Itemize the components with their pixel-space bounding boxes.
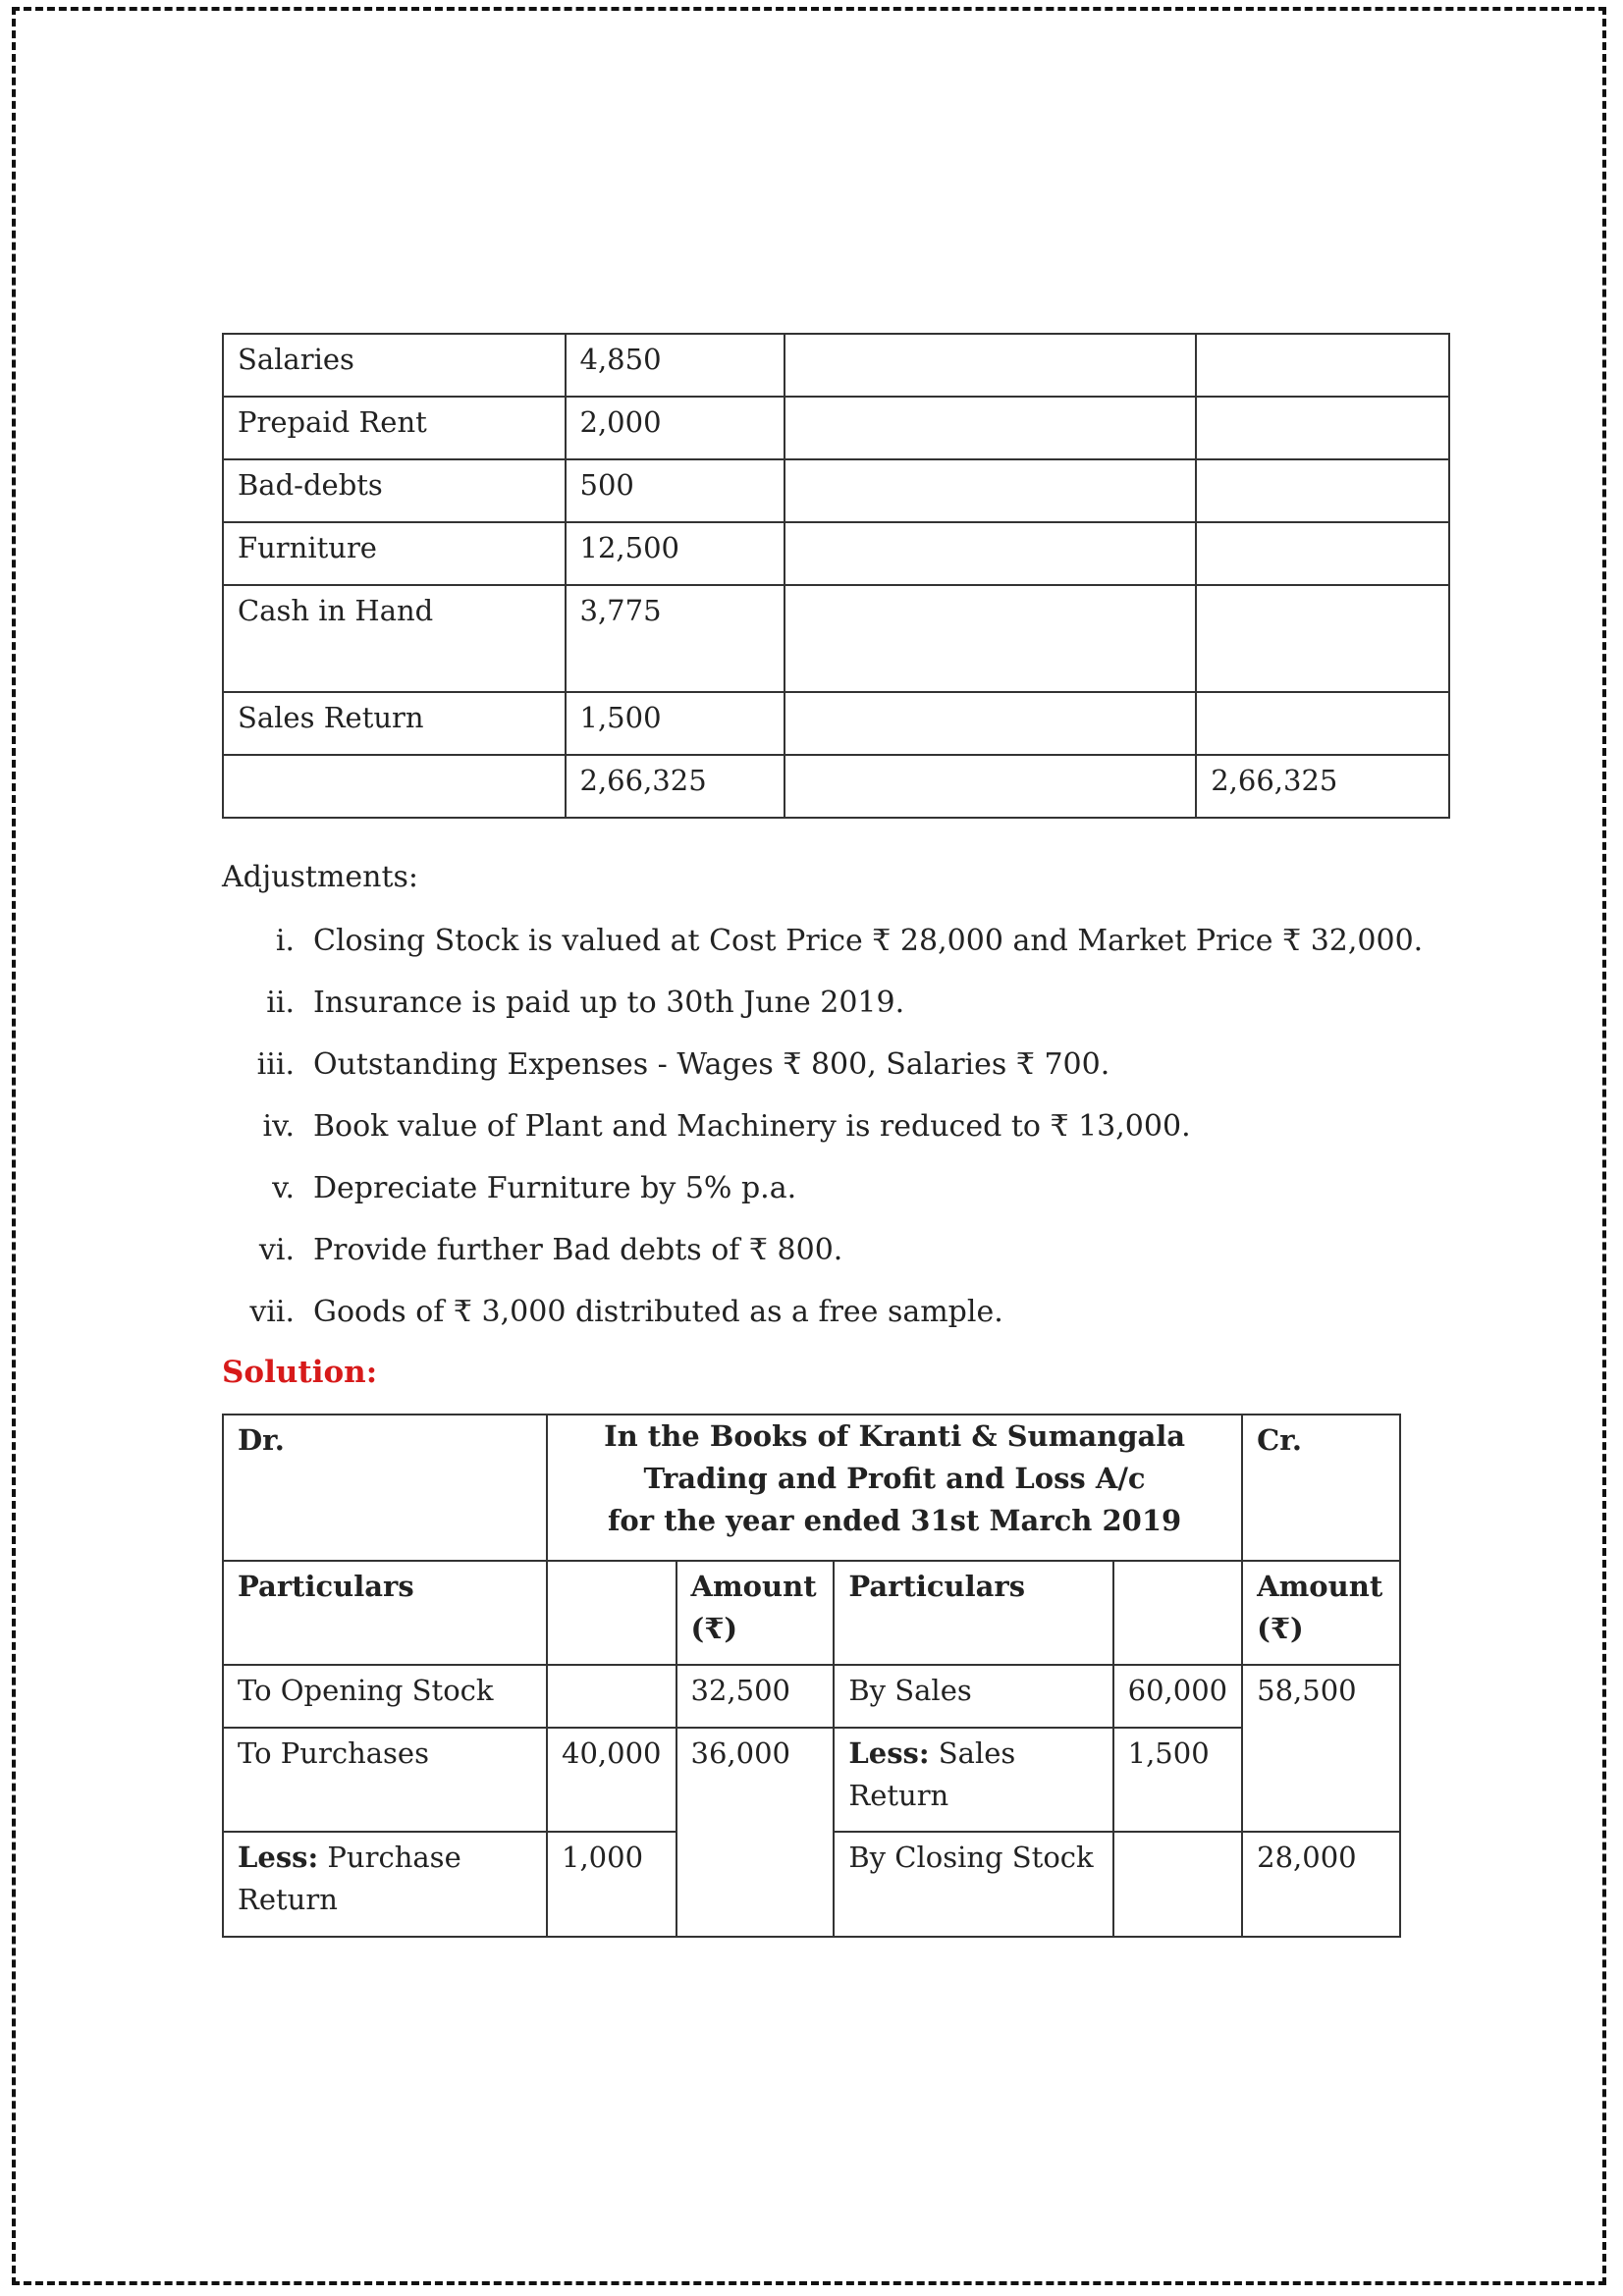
item-text: Book value of Plant and Machinery is reduced to ₹ 13,000.: [313, 1109, 1191, 1144]
list-item: [222, 922, 1449, 984]
column-header-row: [223, 1561, 1400, 1665]
empty-cell: [784, 397, 1196, 459]
list-item: [222, 1293, 1449, 1355]
purchase-return-text: Purchase Return: [238, 1841, 461, 1916]
item-text: Closing Stock is valued at Cost Price ₹ 28,000 and Market Price ₹ 32,000.: [313, 924, 1424, 958]
debit-cell: 2,000: [566, 397, 785, 459]
sales-return-label: [834, 1728, 1112, 1832]
solution-heading: Solution:: [222, 1355, 378, 1390]
table-row: [223, 459, 1449, 522]
opening-stock-amount: 32,500: [676, 1665, 835, 1728]
list-item: [222, 1107, 1449, 1169]
table-row: [223, 334, 1449, 397]
amount-header-text: Amount: [690, 1570, 817, 1603]
dr-label: Dr.: [223, 1415, 547, 1561]
list-item: [222, 1231, 1449, 1293]
less-label: Less:: [238, 1841, 319, 1874]
item-text: Outstanding Expenses - Wages ₹ 800, Salaries ₹ 700.: [313, 1047, 1110, 1082]
item-number: v.: [272, 1171, 295, 1205]
item-number: vi.: [258, 1233, 295, 1267]
item-number: vii.: [249, 1295, 295, 1329]
amount-header-text: Amount: [1257, 1570, 1383, 1603]
item-text: Depreciate Furniture by 5% p.a.: [313, 1171, 797, 1205]
item-number: iii.: [256, 1047, 295, 1082]
list-item: [222, 1045, 1449, 1107]
less-label: Less:: [848, 1736, 930, 1770]
credit-cell: [1196, 459, 1449, 522]
amount-header: [676, 1561, 835, 1665]
purchase-return-amount: 1,000: [547, 1832, 676, 1937]
cr-label: Cr.: [1242, 1415, 1400, 1561]
empty-cell: [784, 522, 1196, 585]
purchases-net-amount: 36,000: [676, 1728, 835, 1937]
table-row: [223, 1728, 1400, 1832]
credit-cell: [1196, 692, 1449, 755]
item-number: i.: [275, 924, 295, 958]
empty-cell: [784, 692, 1196, 755]
debit-total-cell: 2,66,325: [566, 755, 785, 818]
credit-cell: [1196, 397, 1449, 459]
particular-cell: Prepaid Rent: [223, 397, 566, 459]
empty-cell: [784, 755, 1196, 818]
credit-cell: [1196, 585, 1449, 692]
particular-cell: [223, 755, 566, 818]
sales-return-amount: 1,500: [1113, 1728, 1242, 1832]
debit-cell: 4,850: [566, 334, 785, 397]
title-line: for the year ended 31st March 2019: [607, 1504, 1182, 1537]
ledger-title: [547, 1415, 1242, 1561]
particulars-header: Particulars: [223, 1561, 547, 1665]
empty-cell: [1113, 1832, 1242, 1937]
sales-net-amount: 58,500: [1242, 1665, 1400, 1832]
trading-account-table: [222, 1414, 1401, 1938]
amount-header: [1242, 1561, 1400, 1665]
credit-cell: [1196, 334, 1449, 397]
title-line: In the Books of Kranti & Sumangala: [604, 1419, 1186, 1453]
list-item: [222, 1169, 1449, 1231]
purchases-label: To Purchases: [223, 1728, 547, 1832]
debit-cell: 1,500: [566, 692, 785, 755]
item-number: iv.: [262, 1109, 295, 1144]
amount-unit: (₹): [690, 1612, 738, 1645]
item-text: Provide further Bad debts of ₹ 800.: [313, 1233, 843, 1267]
empty-cell: [784, 334, 1196, 397]
empty-cell: [784, 459, 1196, 522]
debit-cell: 500: [566, 459, 785, 522]
particular-cell: Cash in Hand: [223, 585, 566, 692]
credit-total-cell: 2,66,325: [1196, 755, 1449, 818]
debit-cell: 12,500: [566, 522, 785, 585]
title-line: Trading and Profit and Loss A/c: [643, 1462, 1146, 1495]
empty-cell: [1113, 1561, 1242, 1665]
amount-unit: (₹): [1257, 1612, 1304, 1645]
sales-label: By Sales: [834, 1665, 1112, 1728]
purchases-gross-amount: 40,000: [547, 1728, 676, 1832]
particular-cell: Sales Return: [223, 692, 566, 755]
adjustments-title: Adjustments:: [222, 860, 419, 894]
empty-cell: [547, 1561, 676, 1665]
credit-cell: [1196, 522, 1449, 585]
sales-return-text: Sales Return: [848, 1736, 1016, 1812]
closing-stock-label: By Closing Stock: [834, 1832, 1112, 1937]
opening-stock-label: To Opening Stock: [223, 1665, 547, 1728]
closing-stock-amount: 28,000: [1242, 1832, 1400, 1937]
list-item: [222, 984, 1449, 1045]
debit-cell: 3,775: [566, 585, 785, 692]
sales-gross-amount: 60,000: [1113, 1665, 1242, 1728]
particular-cell: Furniture: [223, 522, 566, 585]
particular-cell: Bad-debts: [223, 459, 566, 522]
trial-balance-table: [222, 333, 1450, 819]
item-text: Goods of ₹ 3,000 distributed as a free sample.: [313, 1295, 1003, 1329]
table-row: [223, 692, 1449, 755]
total-row: [223, 755, 1449, 818]
item-text: Insurance is paid up to 30th June 2019.: [313, 986, 905, 1020]
table-row: [223, 522, 1449, 585]
particular-cell: Salaries: [223, 334, 566, 397]
empty-cell: [784, 585, 1196, 692]
table-row: [223, 1665, 1400, 1728]
ledger-header-row: [223, 1415, 1400, 1561]
empty-cell: [547, 1665, 676, 1728]
table-row: [223, 585, 1449, 692]
purchase-return-label: [223, 1832, 547, 1937]
particulars-header: Particulars: [834, 1561, 1112, 1665]
item-number: ii.: [266, 986, 295, 1020]
adjustments-list: [222, 922, 1449, 1355]
table-row: [223, 397, 1449, 459]
